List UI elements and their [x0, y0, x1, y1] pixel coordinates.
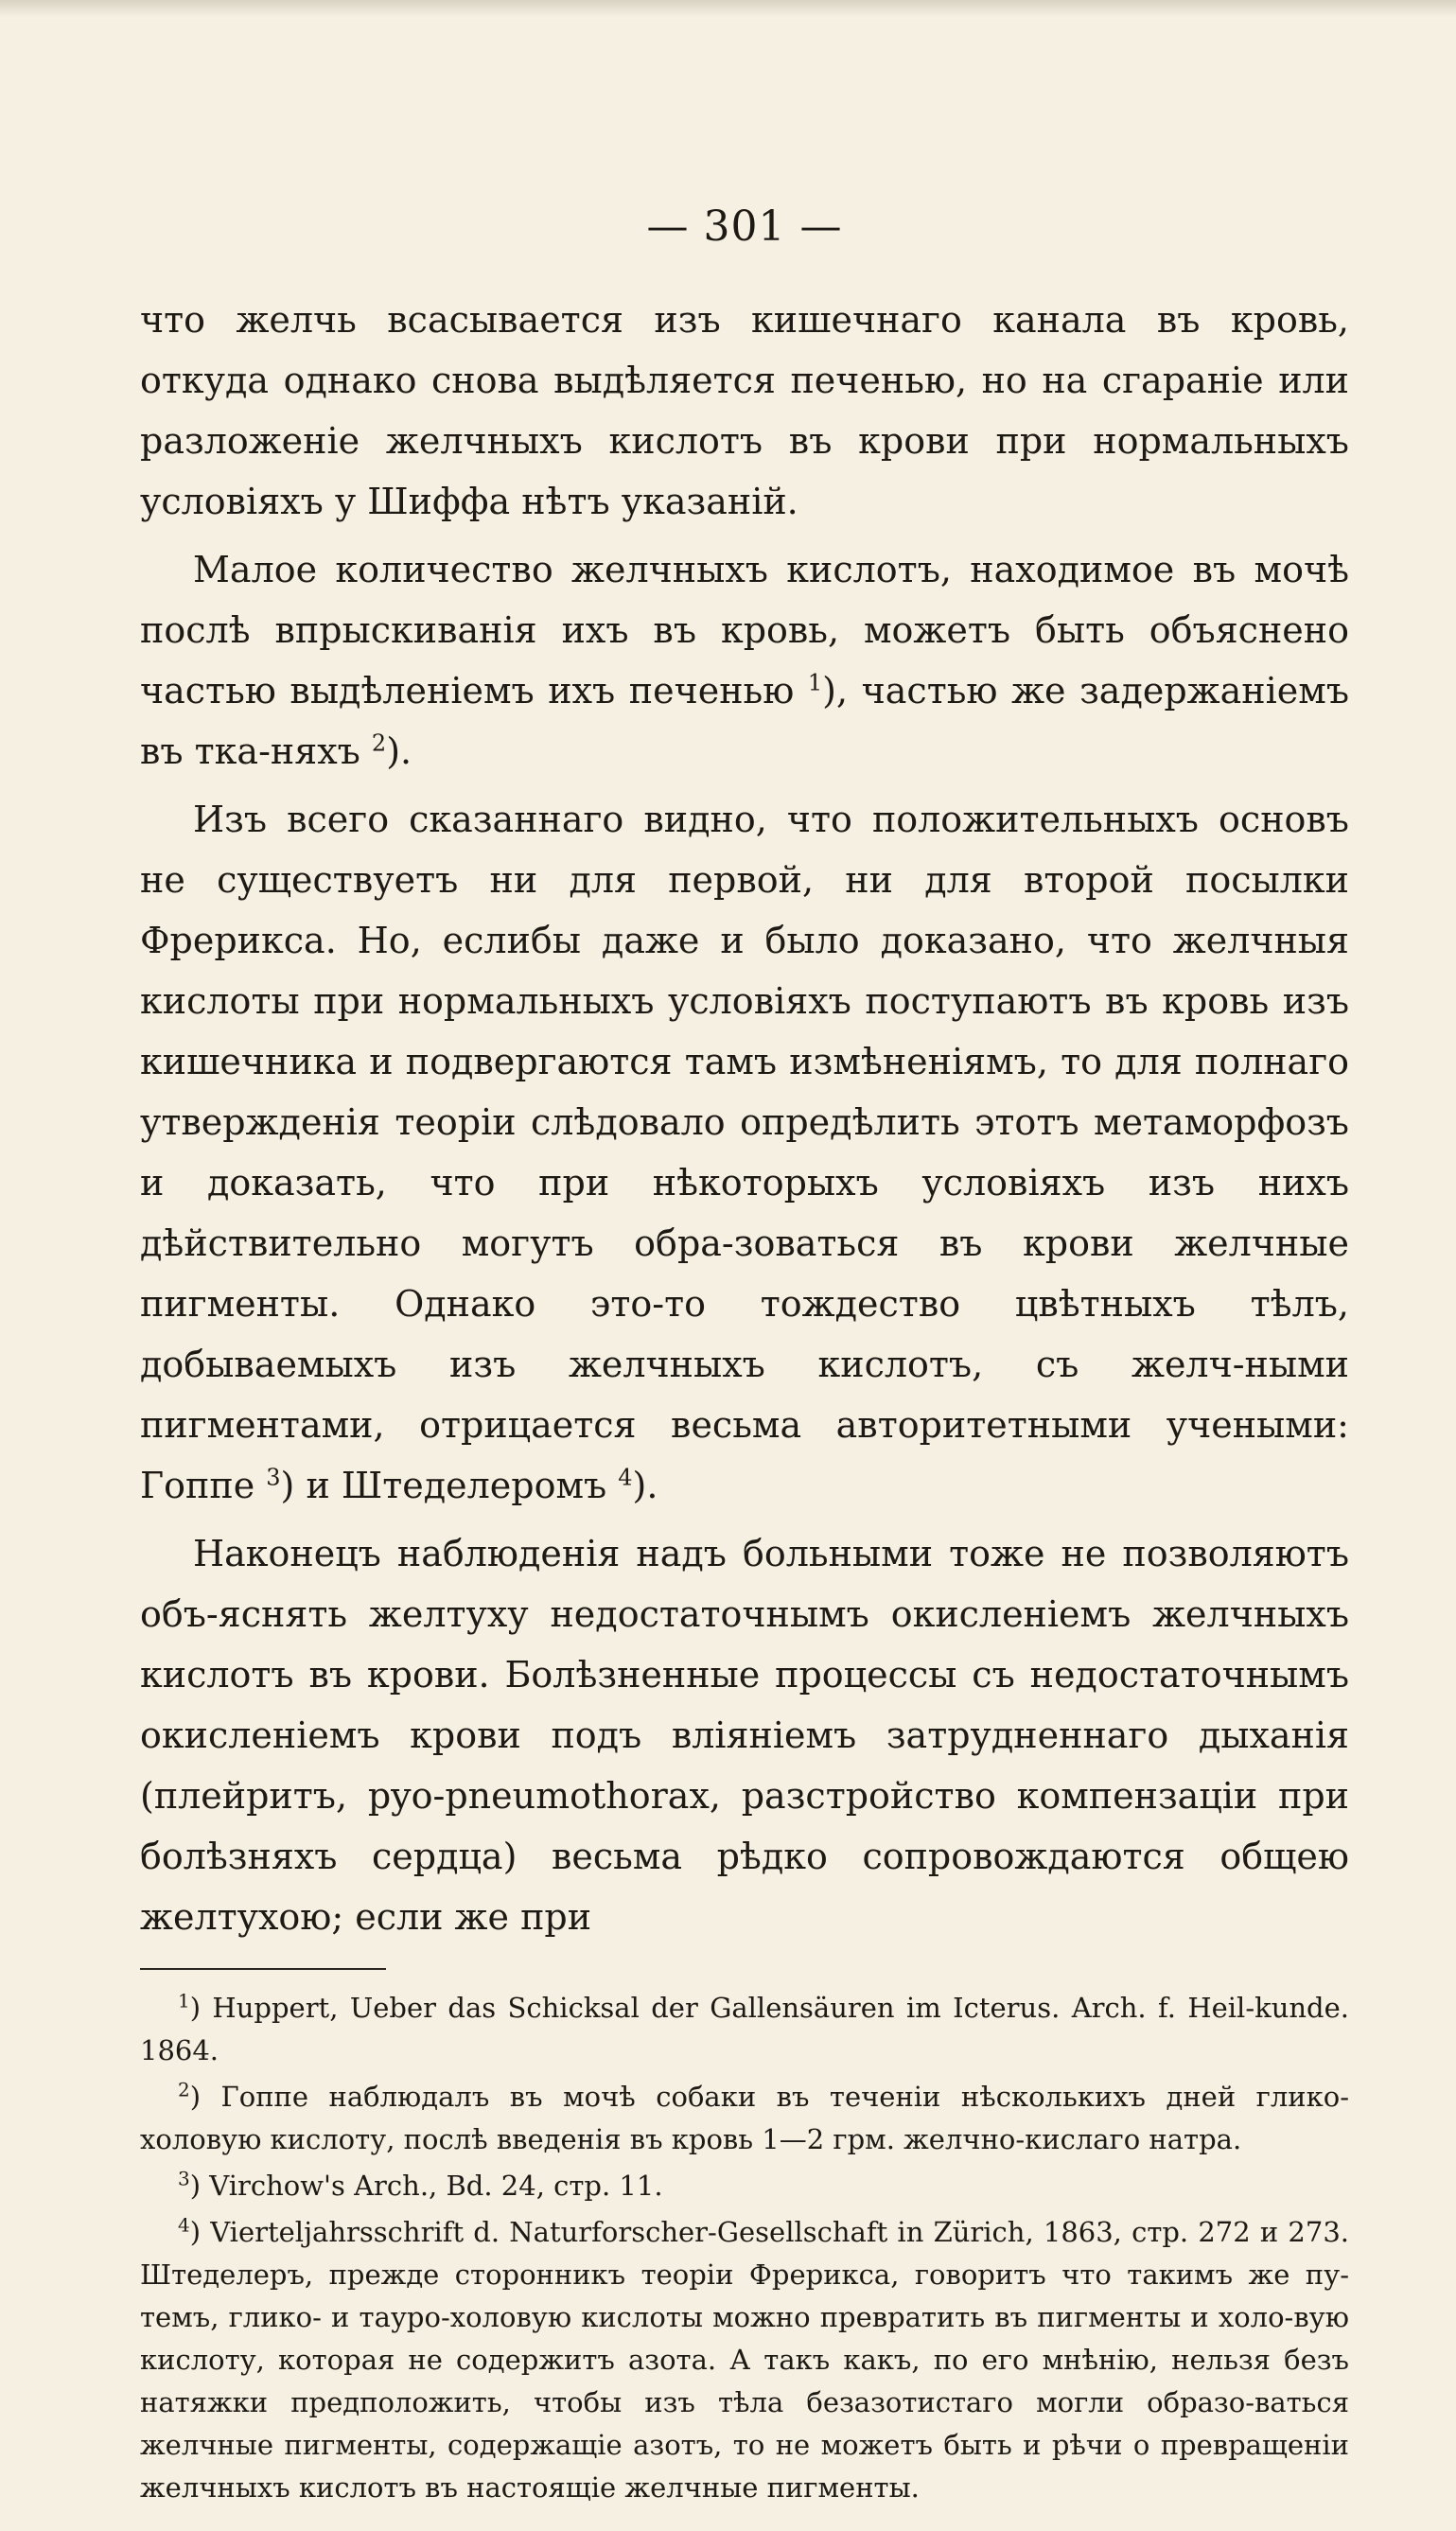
text-run: ).: [386, 730, 412, 772]
paragraph: [140, 539, 1349, 782]
footnote-reference: 1: [807, 669, 823, 696]
footnote-reference: 3: [266, 1464, 281, 1491]
footnote-mark: 3: [178, 2167, 190, 2190]
footnotes: [140, 1987, 1349, 2509]
page-number: — 301 —: [646, 202, 843, 251]
footnote-text: ) Vierteljahrsschrift d. Naturforscher-Gesellschaft in Zürich, 1863, стр. 272 и 273. Штеделеръ, прежде сторонникъ теоріи Фрерикса, говоритъ что такимъ же пу-темъ, глико- и тауро-холовую кислоты можно превратить въ пигменты и холо-вую кислоту, которая не содержитъ азота. А такъ какъ, по его мнѣнію, нельзя безъ натяжки предположить, чтобы изъ тѣла безазотистаго могли образо-ваться желчные пигменты, содержащіе азотъ, то не можетъ быть и рѣчи о превращеніи желчныхъ кислотъ въ настоящіе желчные пигменты.: [140, 2216, 1349, 2504]
text-run: ), частью же задержаніемъ въ тка-няхъ: [140, 670, 1349, 772]
footnote-text: ) Huppert, Ueber das Schicksal der Gallensäuren im Icterus. Arch. f. Heil-kunde. 1864.: [140, 1992, 1349, 2066]
paragraph: [140, 789, 1349, 1516]
footnote-mark: 2: [178, 2078, 190, 2101]
footnote: [140, 2165, 1349, 2207]
footnote-mark: 1: [178, 1989, 190, 2012]
footnote-mark: 4: [178, 2213, 190, 2237]
text-run: Изъ всего сказаннаго видно, что положительныхъ основъ не существуетъ ни для первой, ни для второй посылки Фрерикса. Но, еслибы даже и было доказано, что желчныя кислоты при нормальныхъ условіяхъ поступаютъ въ кровь изъ кишечника и подвергаются тамъ измѣненіямъ, то для полнаго утвержденія теоріи слѣдовало опредѣлить этотъ метаморфозъ и доказать, что при нѣкоторыхъ условіяхъ изъ нихъ дѣйствительно могутъ обра-зоваться въ крови желчные пигменты. Однако это-то тождество цвѣтныхъ тѣлъ, добываемыхъ изъ желчныхъ кислотъ, съ желч-ными пигментами, отрицается весьма авторитетными учеными: Гоппе: [140, 799, 1349, 1506]
footnote-text: ) Гоппе наблюдалъ въ мочѣ собаки въ теченіи нѣсколькихъ дней глико-холовую кислоту, послѣ введенія въ кровь 1—2 грм. желчно-кислаго натра.: [140, 2081, 1349, 2155]
page-top-edge: [0, 0, 1456, 17]
footnote-reference: 2: [371, 729, 387, 757]
footnote: [140, 2076, 1349, 2161]
main-text: [140, 290, 1349, 1947]
text-run: ).: [632, 1465, 658, 1506]
text-run: ) и Штеделеромъ: [280, 1465, 619, 1506]
footnote-reference: 4: [618, 1464, 633, 1491]
book-page: [140, 199, 1349, 2509]
footnote-separator: [140, 1968, 386, 1970]
footnote: [140, 2211, 1349, 2509]
paragraph: [140, 1523, 1349, 1947]
footnote: [140, 1987, 1349, 2072]
footnote-text: ) Virchow's Arch., Bd. 24, стр. 11.: [189, 2170, 663, 2202]
paragraph: [140, 290, 1349, 532]
text-run: Наконецъ наблюденія надъ больными тоже не позволяютъ объ-яснять желтуху недостаточнымъ окисленіемъ желчныхъ кислотъ въ крови. Болѣзненные процессы съ недостаточнымъ окисленіемъ крови подъ вліяніемъ затрудненнаго дыханія (плейритъ, pyo-pneumothorax, разстройство компензаціи при болѣзняхъ сердца) весьма рѣдко сопровождаются общею желтухою; если же при: [140, 1533, 1349, 1938]
text-run: Малое количество желчныхъ кислотъ, находимое въ мочѣ послѣ впрыскиванія ихъ въ кровь, можетъ быть объяснено частью выдѣленіемъ ихъ печенью: [140, 549, 1349, 712]
text-run: что желчь всасывается изъ кишечнаго канала въ кровь, откуда однако снова выдѣляется печенью, но на сгараніе или разложеніе желчныхъ кислотъ въ крови при нормальныхъ условіяхъ у Шиффа нѣтъ указаній.: [140, 299, 1349, 522]
